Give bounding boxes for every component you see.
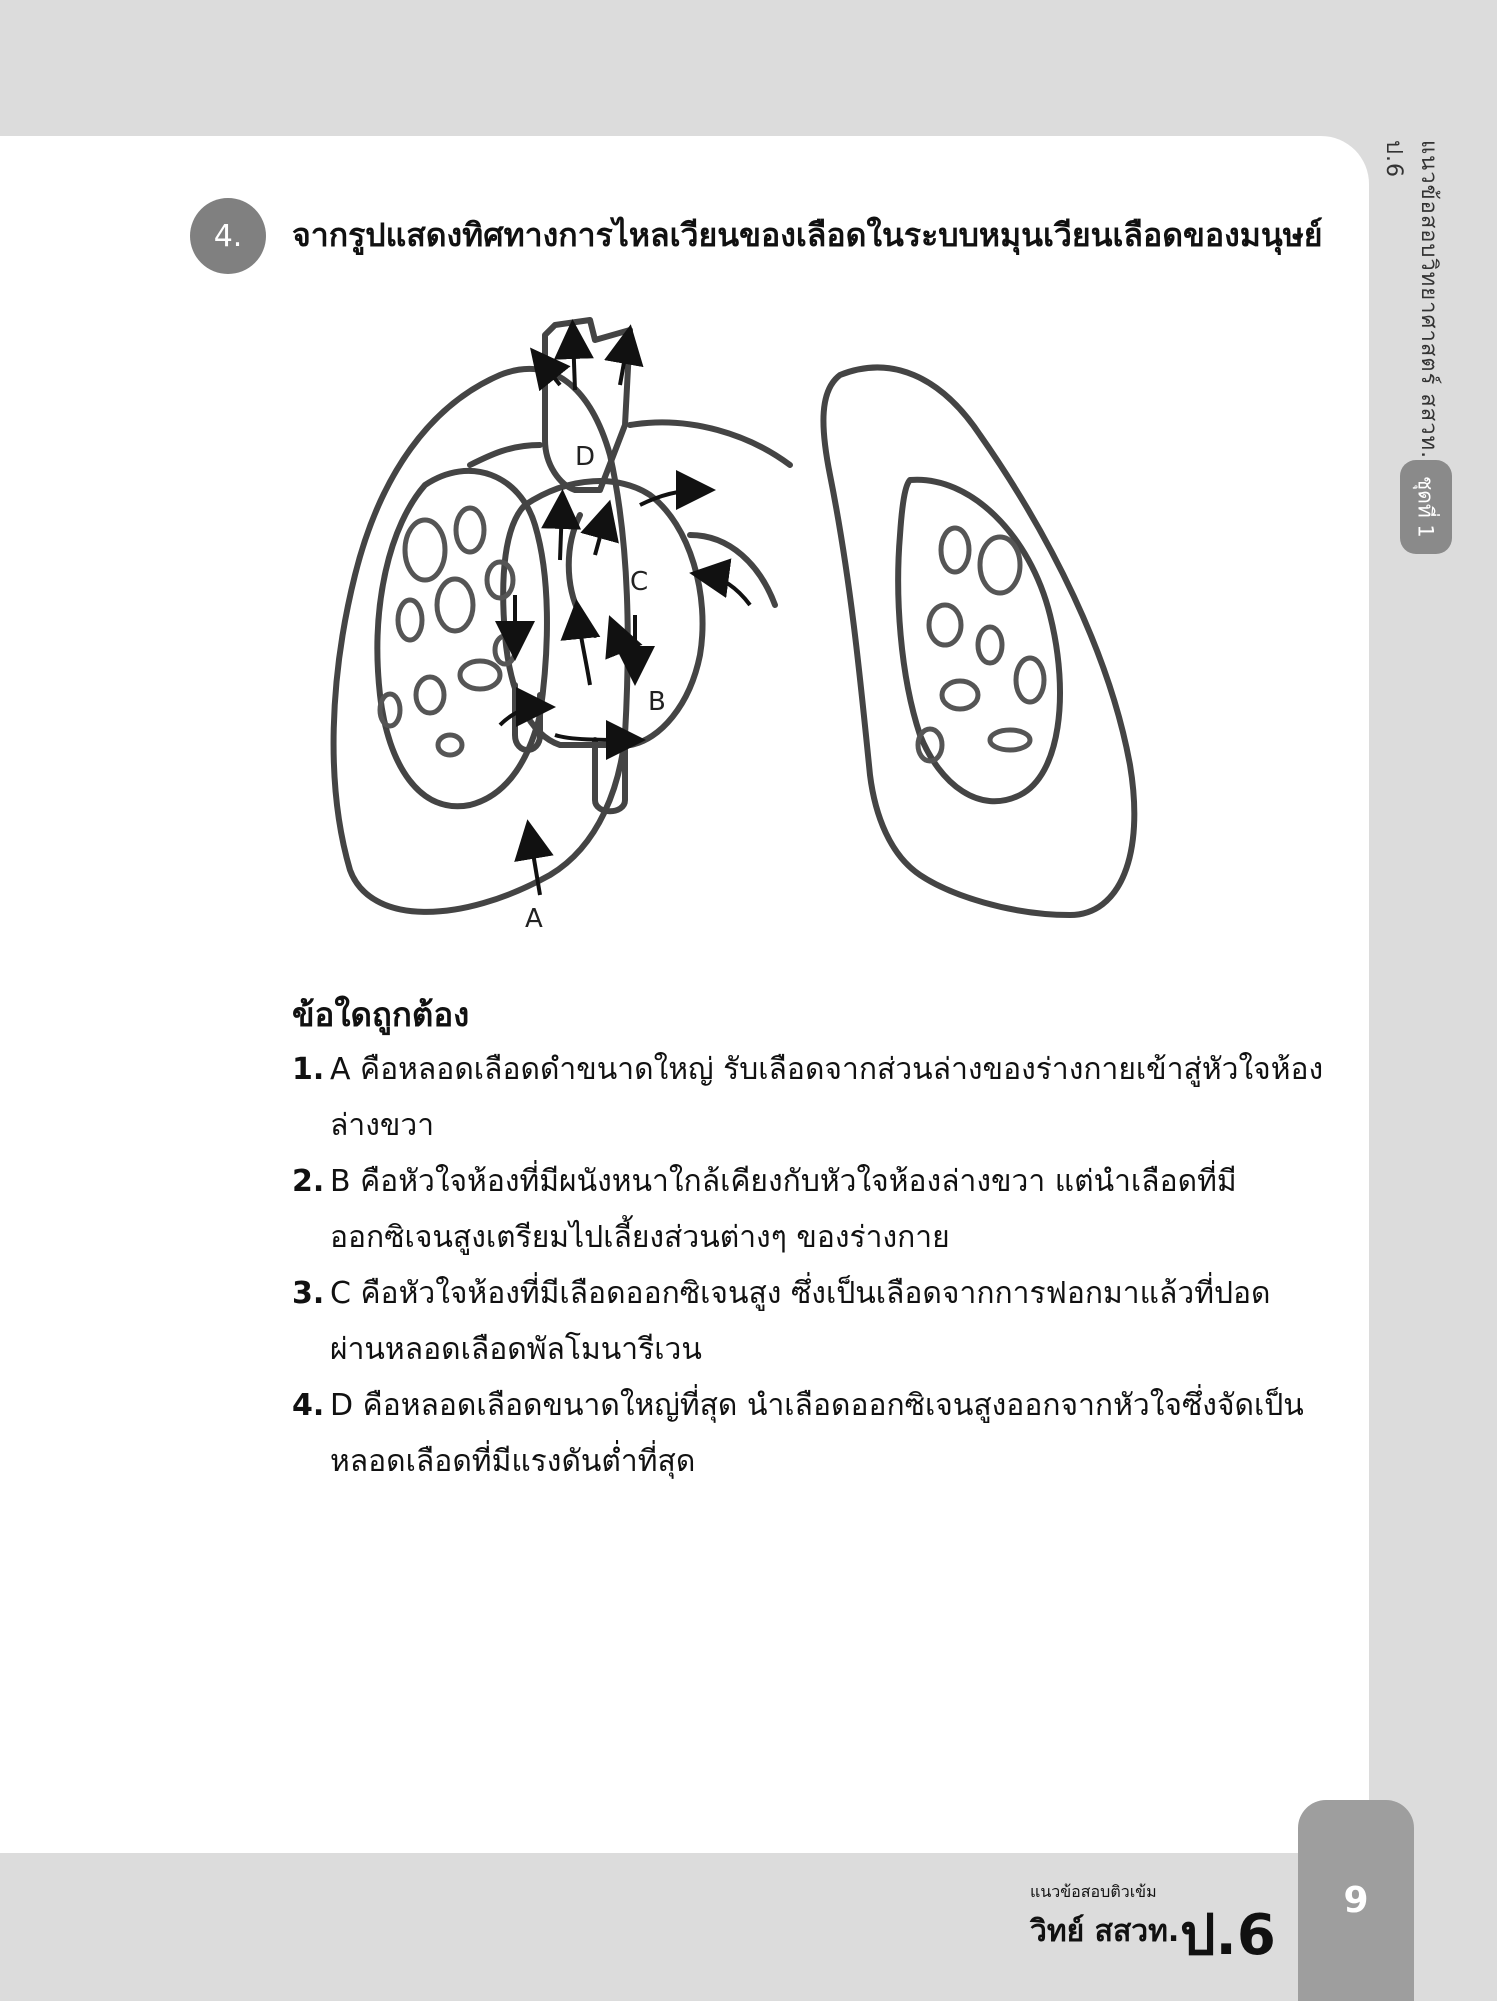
diagram-label-a: A: [525, 904, 543, 934]
choice-text: C คือหัวใจห้องที่มีเลือดออกซิเจนสูง ซึ่งเป็นเลือดจากการฟอกมาแล้วที่ปอดผ่านหลอดเลือดพัลโมนารีเวน: [330, 1276, 1271, 1367]
diagram-label-b: B: [648, 687, 666, 717]
diagram-label-c: C: [630, 567, 649, 597]
question-text: จากรูปแสดงทิศทางการไหลเวียนของเลือดในระบบหมุนเวียนเลือดของมนุษย์: [292, 216, 1323, 254]
choice-number: 2.: [292, 1164, 325, 1199]
page-number-tab: [1298, 1800, 1414, 2001]
choice-text: B คือหัวใจห้องที่มีผนังหนาใกล้เคียงกับหัวใจห้องล่างขวา แต่นำเลือดที่มีออกซิเจนสูงเตรียมไปเลี้ยงส่วนต่างๆ ของร่างกาย: [330, 1164, 1237, 1255]
heart-septum: [569, 515, 595, 635]
choice-item[interactable]: [292, 1378, 1324, 1490]
question-prompt: ข้อใดถูกต้อง: [292, 995, 470, 1034]
side-book-title: แนวข้อสอบวิทยาศาสตร์ สสวท. ป.6: [1381, 140, 1441, 460]
side-set-tab: ชุดที่ 1: [1400, 460, 1452, 554]
pulmonary-branch-right: [630, 422, 790, 465]
choice-text: A คือหลอดเลือดดำขนาดใหญ่ รับเลือดจากส่วนล่างของร่างกายเข้าสู่หัวใจห้องล่างขวา: [330, 1052, 1324, 1143]
choice-number: 4.: [292, 1388, 325, 1423]
choice-item[interactable]: [292, 1266, 1324, 1378]
choice-item[interactable]: [292, 1042, 1324, 1154]
choice-text: D คือหลอดเลือดขนาดใหญ่ที่สุด นำเลือดออกซิเจนสูงออกจากหัวใจซึ่งจัดเป็นหลอดเลือดที่มีแรงดันต่ำที่สุด: [330, 1388, 1304, 1479]
brand-level: ป.6: [1180, 1903, 1276, 1968]
question-number-badge: 4.: [190, 198, 266, 274]
brand-tagline: แนวข้อสอบติวเข้ม: [1030, 1882, 1157, 1901]
choice-number: 1.: [292, 1052, 325, 1087]
pulmonary-branch-left: [470, 445, 540, 465]
brand-name: วิทย์ สสวท.: [1030, 1914, 1180, 1949]
circulatory-diagram: [330, 315, 1210, 945]
diagram-label-d: D: [575, 442, 596, 472]
choice-list: [292, 1042, 1324, 1490]
choice-number: 3.: [292, 1276, 325, 1311]
page-number: 9: [1343, 1880, 1369, 1921]
brand-logo: [1030, 1880, 1276, 1970]
choice-item[interactable]: [292, 1154, 1324, 1266]
